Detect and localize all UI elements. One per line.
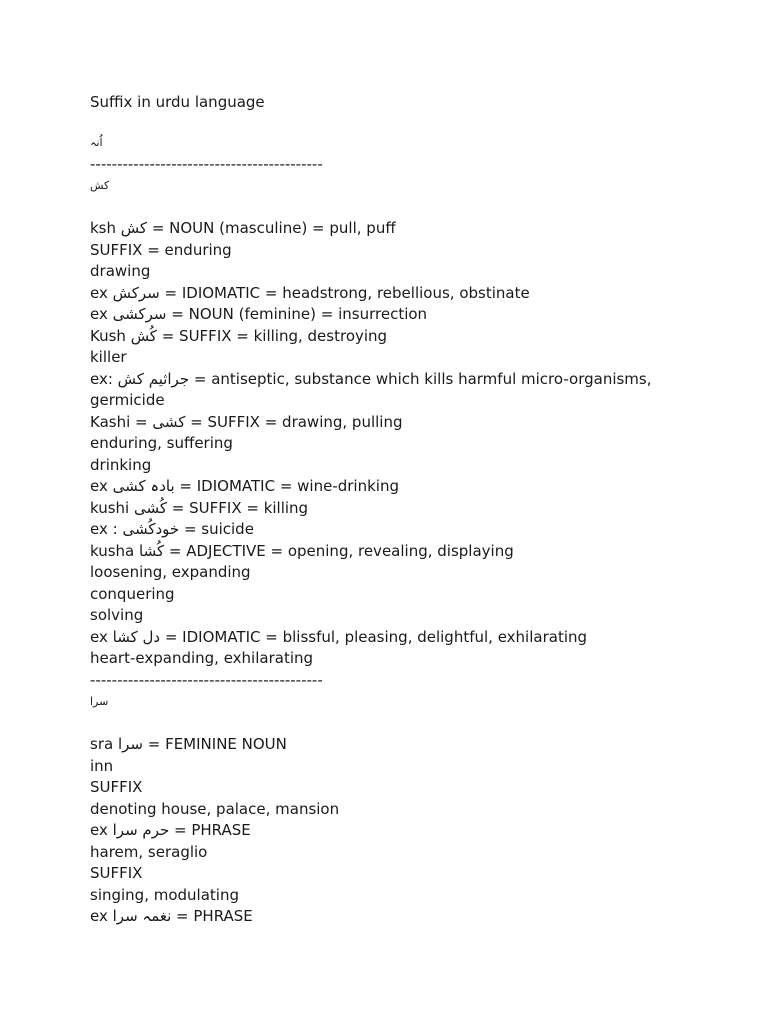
document-body [90,91,730,928]
text-line: conquering [90,584,175,603]
text-line: harem, seraglio [90,842,208,861]
text-line: heart-expanding, exhilarating [90,649,314,667]
divider-line: ------------------------------------------- [90,670,323,689]
text-line: drawing [90,262,151,280]
document-title: Suffix in urdu language [90,93,265,111]
text-line: sra سرا = FEMININE NOUN [90,735,287,753]
text-line: drinking [90,455,152,474]
text-line: SUFFIX = enduring [90,240,232,259]
text-line: loosening, expanding [90,563,251,581]
text-line: ex حرم سرا = PHRASE [90,821,251,839]
text-line: ex نغمہ سرا = PHRASE [90,907,253,925]
text-line: Kashi = کشی = SUFFIX = drawing, pulling [90,412,403,431]
divider-line: ------------------------------------------- [90,154,323,173]
text-line: kushi کُشی = SUFFIX = killing [90,498,309,517]
text-line: enduring, suffering [90,434,233,452]
urdu-heading: اُنہ [90,136,103,149]
text-line: ex دل کشا = IDIOMATIC = blissful, pleasing, delightful, exhilarating [90,627,588,646]
text-line: denoting house, palace, mansion [90,799,340,818]
text-line: ex : خودکُشی = suicide [90,520,254,538]
blank-line [90,713,730,735]
text-line: ex سرکشی = NOUN (feminine) = insurrection [90,305,428,323]
text-line: solving [90,606,144,624]
urdu-heading: سرا [90,695,109,708]
text-line: inn [90,756,114,775]
text-line: germicide [90,391,165,409]
blank-line [90,197,730,219]
text-line: SUFFIX [90,778,143,796]
text-line: ex: جراثیم کش = antiseptic, substance which kills harmful micro-organisms, [90,369,652,388]
urdu-heading: کش [90,179,110,192]
text-line: killer [90,348,127,366]
text-line: Kush کُش = SUFFIX = killing, destroying [90,326,388,345]
text-line: singing, modulating [90,885,239,904]
text-line: ksh کش = NOUN (masculine) = pull, puff [90,219,396,237]
document-lines [90,132,730,928]
text-line: kusha کُشا = ADJECTIVE = opening, revealing, displaying [90,541,514,560]
text-line: SUFFIX [90,864,143,882]
text-line: ex سرکش = IDIOMATIC = headstrong, rebellious, obstinate [90,283,530,302]
text-line: ex بادہ کشی = IDIOMATIC = wine-drinking [90,477,399,495]
